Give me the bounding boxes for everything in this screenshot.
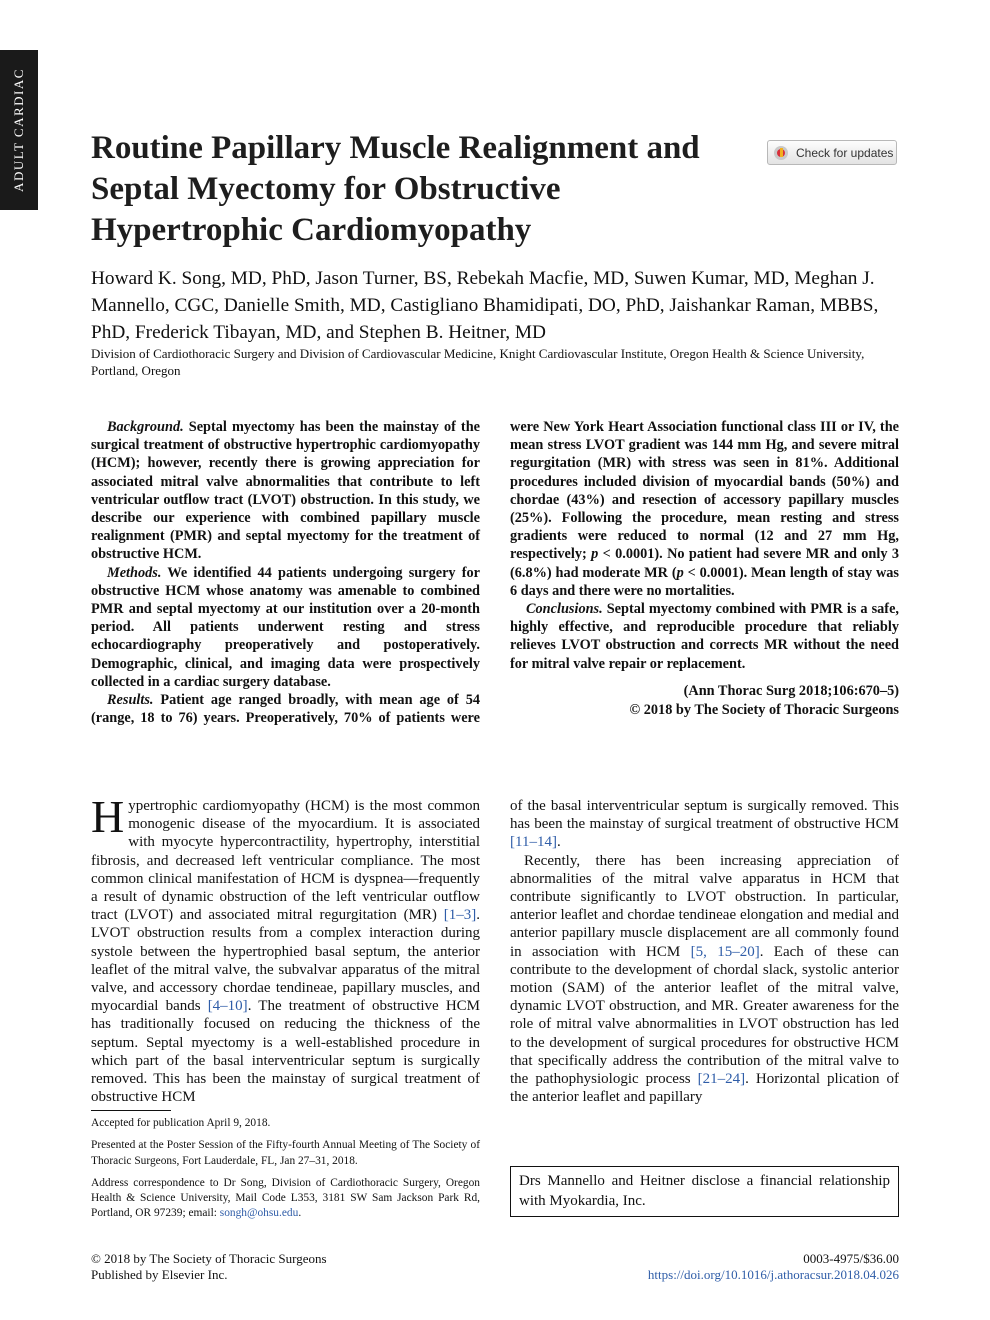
- footer-publisher: Published by Elsevier Inc.: [91, 1267, 228, 1282]
- article-title: Routine Papillary Muscle Realignment and Septal Myectomy for Obstructive Hypertrophic Cardiomyopathy: [91, 130, 700, 248]
- disclosure-box: Drs Mannello and Heitner disclose a financial relationship with Myokardia, Inc.: [510, 1166, 899, 1217]
- reference-link[interactable]: [1–3]: [443, 907, 477, 924]
- abstract-background: Background. Septal myectomy has been the mainstay of the surgical treatment of obstructive hypertrophic cardiomyopathy (HCM); however, recently there is growing appreciation for associated mitral valve abnormalities that contribute to left ventricular outflow tract (LVOT) obstruction. In this study, we describe our experience with combined papillary muscle realignment (PMR) and septal myectomy for the treatment of obstructive HCM.: [91, 419, 480, 563]
- reference-link[interactable]: [11–14]: [510, 834, 557, 851]
- footnotes: [91, 1116, 480, 1229]
- drop-cap: H: [91, 791, 125, 842]
- abstract-heading: Methods.: [107, 564, 162, 581]
- footer-issn: 0003-4975/$36.00: [803, 1251, 899, 1266]
- crossmark-icon: [774, 146, 788, 160]
- abstract-copyright: © 2018 by The Society of Thoracic Surgeons: [629, 701, 899, 718]
- author-list: Howard K. Song, MD, PhD, Jason Turner, BS, Rebekah Macfie, MD, Suwen Kumar, MD, Meghan J. Mannello, CGC, Danielle Smith, MD, Castigliano Bhamidipati, DO, PhD, Jaishankar Raman, MBBS, PhD, Frederick Tibayan, MD, and Stephen B. Heitner, MD: [91, 268, 879, 343]
- body-paragraph: Recently, there has been increasing appreciation of abnormalities of the mitral valve apparatus in HCM that contribute significantly to LVOT obstruction. In particular, anterior leaflet and chordae tendineae elongation and medial and anterior papillary muscle displacement are all commonly found in association with HCM [5, 15–20]. Each of these can contribute to the development of chordal slack, systolic anterior motion (SAM) of the anterior leaflet of the mitral valve, dynamic LVOT obstruction, and MR. Greater awareness for the role of mitral valve abnormalities in LVOT obstruction has led to the development of surgical procedures for obstructive HCM that specifically address the contribution of the mitral valve to the pathophysiologic process [21–24]. Horizontal plication of the anterior leaflet and papillary: [510, 852, 899, 1106]
- reference-link[interactable]: [4–10]: [207, 998, 248, 1015]
- doi-link[interactable]: https://doi.org/10.1016/j.athoracsur.2018.04.026: [647, 1267, 899, 1282]
- footer-copyright: © 2018 by The Society of Thoracic Surgeons: [91, 1251, 327, 1266]
- abstract-methods: Methods. We identified 44 patients undergoing surgery for obstructive HCM whose anatomy was amenable to combined PMR and septal myectomy at our institution over a 20-month period. All patients underwent resting and stress echocardiography preoperatively and postoperatively. Demographic, clinical, and imaging data were prospectively collected in a cardiac surgery database.: [91, 564, 480, 690]
- reference-link[interactable]: [5, 15–20]: [690, 943, 760, 960]
- footer-right: [648, 1251, 899, 1283]
- footnote-accepted: Accepted for publication April 9, 2018.: [91, 1117, 271, 1129]
- footnote-divider: [91, 1110, 171, 1111]
- email-link[interactable]: songh@ohsu.edu: [219, 1207, 299, 1220]
- abstract-conclusions: Conclusions. Septal myectomy combined with PMR is a safe, highly effective, and reproducible procedure that reliably relieves LVOT obstruction and corrects MR without the need for mitral valve repair or replacement.: [510, 601, 899, 672]
- body-paragraph-continued: of the basal interventricular septum is surgically removed. This has been the mainstay of surgical treatment of obstructive HCM [11–14].: [510, 798, 899, 851]
- journal-citation: (Ann Thorac Surg 2018;106:670–5): [683, 682, 899, 699]
- abstract-citation-block: [510, 682, 899, 720]
- footnote-presented: Presented at the Poster Session of the Fifty-fourth Annual Meeting of The Society of Thoracic Surgeons, Fort Lauderdale, FL, Jan 27–31, 2018.: [91, 1139, 480, 1167]
- body-right-column: [510, 797, 899, 1106]
- abstract-heading: Results.: [107, 692, 154, 709]
- check-for-updates-button[interactable]: [767, 140, 897, 165]
- body-paragraph: Hypertrophic cardiomyopathy (HCM) is the most common monogenic disease of the myocardium. It is associated with myocyte hypercontractility, hypertrophy, interstitial fibrosis, and decreased left ventricular compliance. The most common clinical manifestation of HCM is dyspnea—frequently a result of dynamic obstruction of the left ventricular outflow tract (LVOT) and associated mitral regurgitation (MR) [1–3]. LVOT obstruction results from a complex interaction during systole between the hypertrophied basal septum, the anterior leaflet of the mitral valve, the subvalvar apparatus of the mitral valve, and accessory chordae tendineae, papillary muscles, and myocardial bands [4–10]. The treatment of obstructive HCM has traditionally focused on reducing the thickness of the septum. Septal myectomy is a well-established procedure in which part of the basal interventricular septum is surgically removed. This has been the mainstay of surgical treatment of obstructive HCM: [91, 791, 480, 1106]
- body-left-column: [91, 791, 480, 1106]
- abstract-left-column: [91, 418, 480, 727]
- check-for-updates-label: Check for updates: [796, 145, 894, 160]
- section-tab: [0, 50, 38, 210]
- footer-left: [91, 1251, 327, 1283]
- abstract-heading: Background.: [107, 419, 184, 435]
- footnote-address: Address correspondence to Dr Song, Division of Cardiothoracic Surgery, Oregon Health & Science University, Mail Code L353, 3181 SW Sam Jackson Park Rd, Portland, OR 97239; email: songh@ohsu.edu.: [91, 1176, 480, 1220]
- abstract-results: Results. Patient age ranged broadly, with mean age of 54 (range, 18 to 76) years. Preoperatively, 70% of patients were: [91, 692, 480, 727]
- section-tab-label: ADULT CARDIAC: [11, 68, 26, 192]
- reference-link[interactable]: [21–24]: [697, 1071, 746, 1088]
- affiliation: Division of Cardiothoracic Surgery and Division of Cardiovascular Medicine, Knight Cardiovascular Institute, Oregon Health & Science University, Portland, Oregon: [91, 346, 865, 378]
- abstract-results-continued: were New York Heart Association functional class III or IV, the mean stress LVOT gradient was 144 mm Hg, and severe mitral regurgitation (MR) with stress was seen in 81%. Additional procedures included division of myocardial bands (50%) and chordae (43%) and resection of accessory papillary muscles (25%). Following the procedure, mean resting and stress gradients were reduced to normal (12 and 27 mm Hg, respectively; p < 0.0001). No patient had severe MR and only 3 (6.8%) had moderate MR (p < 0.0001). Mean length of stay was 6 days and there were no mortalities.: [510, 419, 900, 599]
- abstract-right-column: [510, 418, 899, 720]
- abstract-heading: Conclusions.: [526, 601, 603, 618]
